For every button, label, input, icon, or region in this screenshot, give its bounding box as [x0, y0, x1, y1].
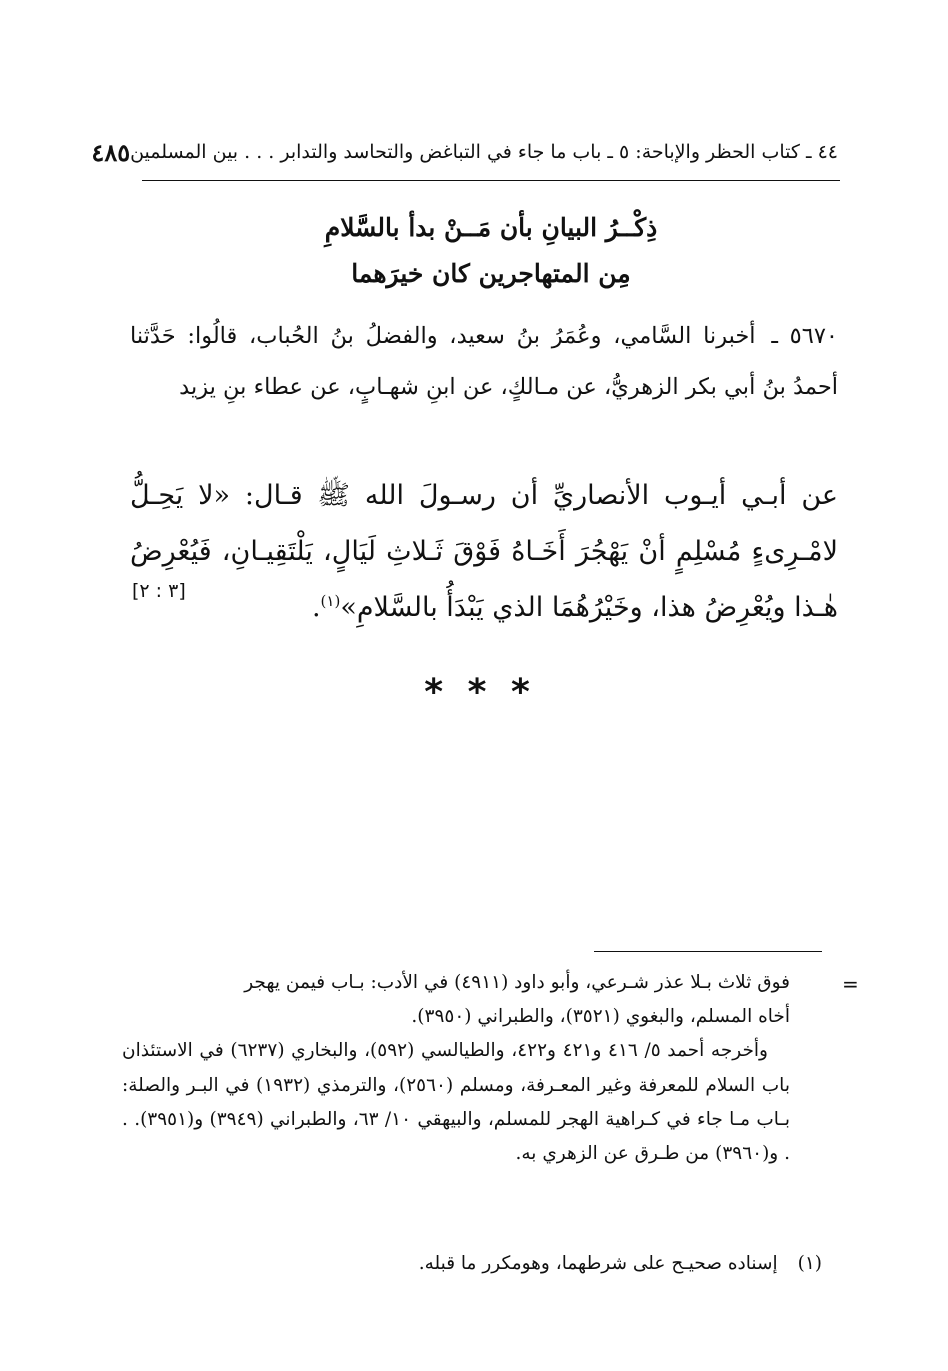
heading-line-1: ذِكْــرُ البيانِ بأن مَــنْ بدأ بالسَّلامِ — [324, 213, 658, 242]
footnote-1-marker: (١) — [797, 1253, 822, 1274]
chapter-heading — [142, 205, 840, 297]
footnote-divider — [594, 951, 822, 952]
hadith-matn — [130, 468, 838, 636]
hadith-isnad — [130, 311, 838, 413]
footnote-1-text: إسناده صحيـح على شرطهما، وهومكرر ما قبله. — [418, 1253, 778, 1274]
heading-line-2: مِن المتهاجرين كان خيرَهما — [351, 259, 631, 288]
footnote-continued-line-1: فوق ثلاث بـلا عذر شـرعي، وأبو داود (٤٩١١) في الأدب: بـاب فيمن يهجر — [244, 972, 790, 993]
page-number: ٤٨٥ — [91, 137, 131, 167]
isnad-text: أخبرنا السَّامي، وعُمَرُ بنُ سعيد، والفضلُ بنُ الحُباب، قالُوا: حَدَّثنا أحمدُ بنُ أبي بكر الزهريُّ، عن مـالكٍ، عن ابنِ شهـابٍ، عن عطاء بنِ يزيد — [130, 323, 838, 400]
matn-end-period: . — [311, 592, 321, 623]
footnote-paragraph-2: وأخرجه أحمد ٥/ ٤١٦ و٤٢١ و٤٢٢، والطيالسي (٥٩٢)، والبخاري (٦٢٣٧) في الاستئذان باب السلام للمعرفة وغير المعـرفة، ومسلم (٢٥٦٠)، والترمذي (١٩٣٢) في البـر والصلة: بـاب مـا جاء في كـراهية الهجر للمسلم، والبيهقي ١٠/ ٦٣، والطبراني (٣٩٤٩) و(٣٩٥١). . . و(٣٩٦٠) من طـرق عن الزهري به. — [122, 1040, 790, 1165]
hadith-number: ٥٦٧٠ ـ — [771, 323, 838, 349]
section-separator: * * * — [424, 672, 536, 713]
matn-line-1: عن أبـي أيـوب الأنصاريِّ أن رسـولَ الله ﷺ قـال: «لا يَحِـلُّ — [130, 480, 838, 511]
footnote-1 — [360, 1247, 822, 1281]
footnotes — [122, 966, 790, 1171]
page-header — [91, 132, 838, 172]
matn-line-3-text: هٰـذا ويُعْرِضُ هذا، وخَيْرُهُمَا الذي يَبْدَأُ بالسَّلامِ» — [340, 592, 838, 623]
running-title: ٤٤ ـ كتاب الحظر والإباحة: ٥ ـ باب ما جاء في التباغض والتحاسد والتدابر . . . بين المسلمين — [130, 141, 838, 163]
footnote-continued-line-2: أخاه المسلم، والبغوي (٣٥٢١)، والطبراني (٣٩٥٠). — [411, 1006, 790, 1028]
header-divider — [142, 180, 840, 181]
matn-line-2: لامْـرِىءٍ مُسْلِمٍ أنْ يَهْجُرَ أَخَـاهُ فَوْقَ ثَـلاثِ لَيَالٍ، يَلْتَقِيـانِ، فَيُعْرِضُ — [130, 536, 838, 567]
footnote-ref: (١) — [320, 592, 341, 610]
matn-line-3 — [130, 580, 838, 636]
hadith-reference: [٣ : ٢] — [132, 580, 186, 602]
footnote-continuation-mark: = — [842, 972, 859, 996]
